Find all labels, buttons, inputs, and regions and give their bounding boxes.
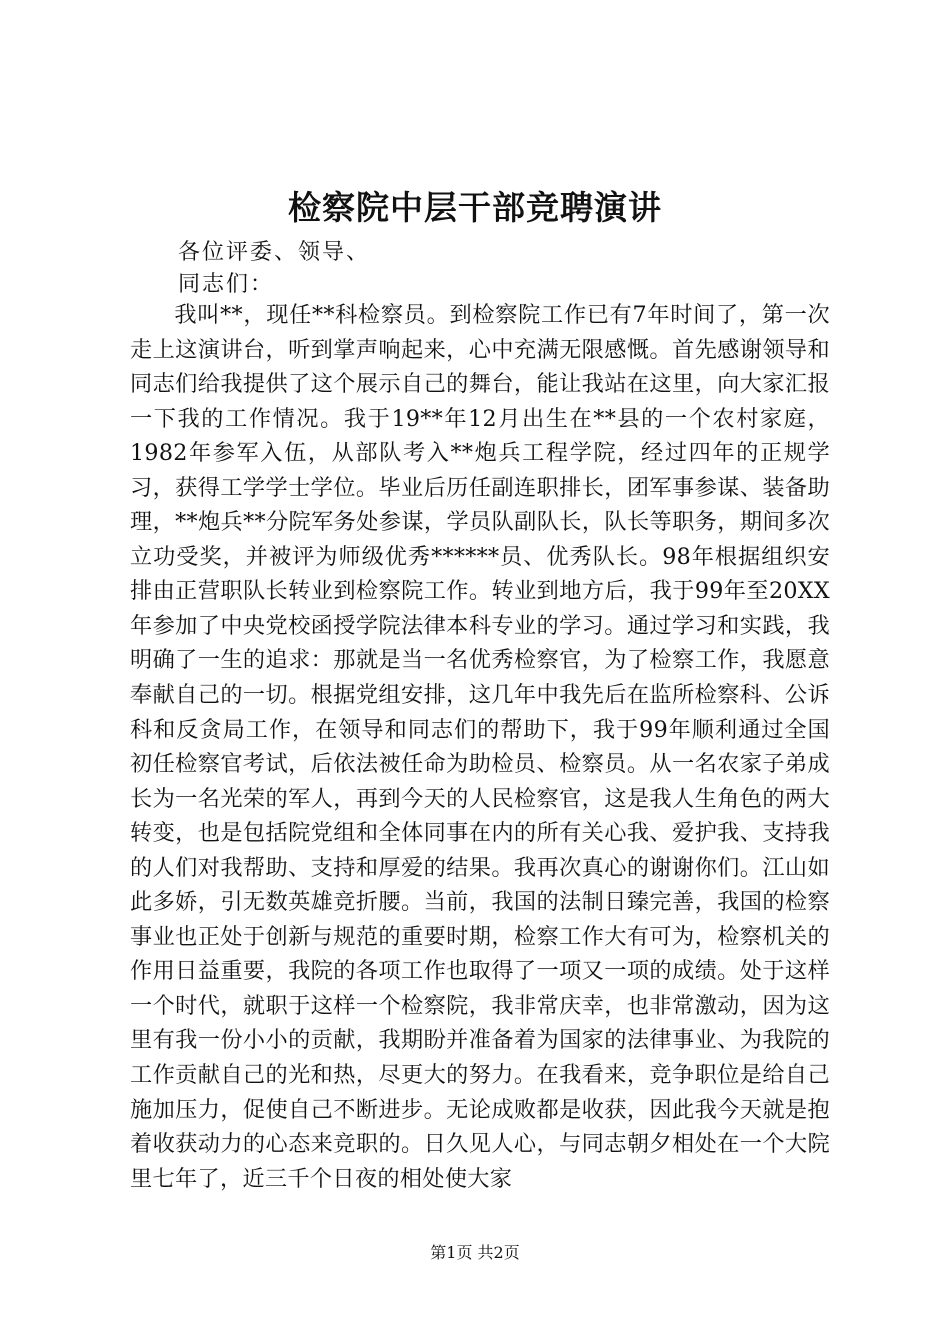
document-title: 检察院中层干部竞聘演讲	[288, 188, 662, 227]
salutation-line-1: 各位评委、领导、	[178, 240, 371, 265]
salutation-line-2: 同志们：	[178, 272, 275, 297]
page-indicator: 第1页 共2页	[430, 1243, 520, 1262]
body-paragraph: 我叫**，现任**科检察员。到检察院工作已有7年时间了，第一次走上这演讲台，听到掌声响起来，心中充满无限感慨。首先感谢领导和同志们给我提供了这个展示自己的舞台，能让我站在这里，向大家汇报一下我的工作情况。我于19**年12月出生在**县的一个农村家庭，1982年参军入伍，从部队考入**炮兵工程学院，经过四年的正规学习，获得工学学士学位。毕业后历任副连职排长，团军事参谋、装备助理，**炮兵**分院军务处参谋，学员队副队长，队长等职务，期间多次立功受奖，并被评为师级优秀******员、优秀队长。98年根据组织安排由正营职队长转业到检察院工作。转业到地方后，我于99年至20XX年参加了中央党校函授学院法律本科专业的学习。通过学习和实践，我明确了一生的追求：那就是当一名优秀检察官，为了检察工作，我愿意奉献自己的一切。根据党组安排，这几年中我先后在监所检察科、公诉科和反贪局工作，在领导和同志们的帮助下，我于99年顺利通过全国初任检察官考试，后依法被任命为助检员、检察员。从一名农家子弟成长为一名光荣的军人，再到今天的人民检察官，这是我人生角色的两大转变，也是包括院党组和全体同事在内的所有关心我、爱护我、支持我的人们对我帮助、支持和厚爱的结果。我再次真心的谢谢你们。江山如此多娇，引无数英雄竞折腰。当前，我国的法制日臻完善，我国的检察事业也正处于创新与规范的重要时期，检察工作大有可为，检察机关的作用日益重要，我院的各项工作也取得了一项又一项的成绩。处于这样一个时代，就职于这样一个检察院，我非常庆幸，也非常激动，因为这里有我一份小小的贡献，我期盼并准备着为国家的法律事业、为我院的工作贡献自己的光和热，尽更大的努力。在我看来，竞争职位是给自己施加压力，促使自己不断进步。无论成败都是收获，因此我今天就是抱着收获动力的心态来竞职的。日久见人心，与同志朝夕相处在一个大院里七年了，近三千个日夜的相处使大家	[130, 302, 830, 1192]
